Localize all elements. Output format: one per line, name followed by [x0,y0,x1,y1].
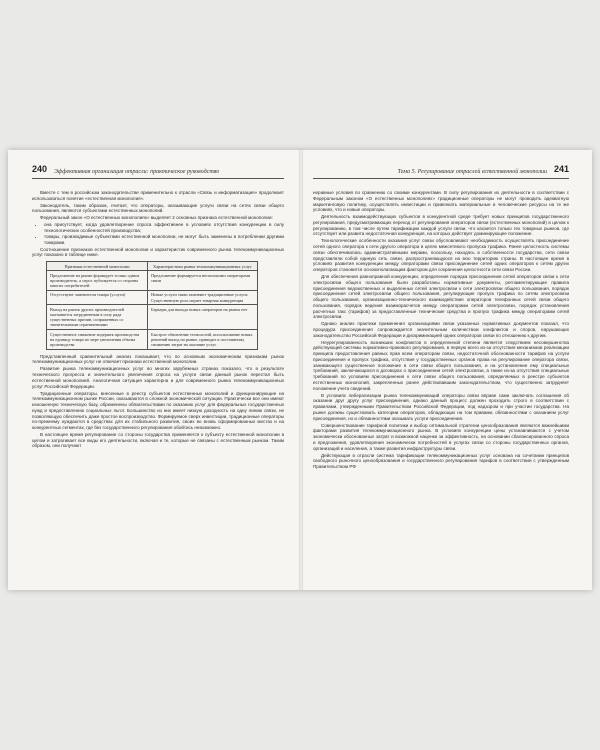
paragraph: Вместе с тем в российском законодательстве применительно к отрасли «Связь и информатизация» продолжает использоваться понятие «естественная монополия». [32,190,284,201]
left-running-header-text: Эффективная организация отрасли: практическое руководство [54,169,220,175]
book-spread [8,150,592,590]
table-cell: Предложение формируется несколькими операторами связи [148,271,258,291]
paragraph: Для обеспечения равноправной конкуренции, определения порядка присоединения сетей операторов связи к сети электросвязи общего пользования были разработаны нормативные документы, регламентирующие правила присоединения ведомственных и выделенных сетей электросвязи к сети электросвязи общего пользования, порядок присоединения сетей электросвязи общего пользования, регулирующие пропуск трафика по сетям электросвязи общего пользования, организационно-технического взаимодействия операторов телефонных сетей связи общего пользования, порядок ведения взаиморасчетов между операторами сетей электросвязи, порядок установления расчетных такс (тарифов) за предоставленные технические средства и пропуск трафика между операторами сетей электросвязи. [313,274,569,320]
table-header-row [47,262,258,271]
paragraph: В условиях либерализации рынка телекоммуникаций операторы связи вправе сами заключать соглашения об оказании друг другу услуг присоединения, однако данный процесс должен проходить строго в соответствии с правилами, утвержденными Правительством Российской Федерации, под надзором и при участии государства. На рынке должны существовать категории операторов, обладающих на том правами, обязанностями с оказанием услуг присоединения, но и обязанностями оказывать услуги присоединения. [313,392,569,421]
paragraph: Соотношение признаков естественной монополии и характеристик современного рынка телекоммуникационных услуг показано в таблице ниже. [32,246,284,258]
paragraph: Действующая в отрасли система тарификации телекоммуникационных услуг основана на сочетании принципов свободного рыночного ценообразования и государственного регулирования тарифов в соответствии с утвержденным Правительством РФ [313,452,569,469]
right-running-header-text: Тема 5. Регулирование отраслей естественной монополии [397,169,547,175]
paragraph: Технологические особенности оказания услуг связи обусловливают необходимость осуществлять присоединение сетей одного оператора к сети другого оператора в целях межсетевого пропуска трафика. Ранее целостность системы связи обеспечивалась административными мерами, поскольку, находясь в собственности государства, сети связи представляли собой единую сеть связи, распространяющуюся на всю территорию страны. В настоящее время в условиях развития конкуренции между операторами связи присоединение сетей одних операторов к сетям других операторов становится основополагающим фактором для сохранения целостности сети связи России. [313,238,569,273]
right-text-column [313,190,569,574]
paragraph: Совершенствование тарифной политики и выбор оптимальной стратегии ценообразования являются важнейшими факторами развития телекоммуникационного рынка. В условиях конкуренции цены устанавливаются с учетом экономически обоснованных затрат и возможной наценки за эффективность, на основании сбалансированного спроса и предложения, удовлетворения экономически потребностей в услугах связи со стороны государственных органов, организаций и населения, а также развития инфраструктуры связи. [313,422,569,451]
right-page [303,150,593,590]
left-page-number: 240 [32,164,48,174]
paragraph: Неурегулированность возникших конфликтов в определенной степени является следствием несовершенства действующей системы нормативно-правового регулирования, в первую всего из-за отсутствия механизмов реализации принципа предоставления равных прав всем операторам связи, недостаточной обоснованности тарифов на услуги присоединения и пропуск трафика, отсутствия у государственных органов права на регулирование оператора связи, занимающего существенное положение в сети связи общего пользования, и на установление ему специальных требований, заключающихся в договорах о присоединении сетей электросвязи, а также из-за отсутствия специальных требований по условиям присоединения к сети связи общего пользования, определяемых в реестре субъектов естественных монополий, закрепленных ранее действовавшим законодательством, что существенно затрудняет положение учета сведений. [313,339,569,391]
table-row [47,305,258,330]
paragraph: Деятельность взаимодействующих субъектов в конкурентной среде требует новых принципов государственного регулирования, предусматривающих переход от регулирования операторов связи (естественных монополий) в целом к регулированию, в том числе путем тарификации каждой услуги связи, что касается только тех товарных рынков, где отсутствует или развита недостаточная конкуренция, на которых действует доминирующее положение. [313,214,569,237]
paragraph: неравные условия по сравнению со своими конкурентами. В силу регулирования их деятельности в соответствии с Федеральным законом «О естественных монополиях» традиционные операторы не могут проводить адекватную маркетинговую политику, осуществлять инвестиции и привлекать материальные и человеческие ресурсы на те же условиях, что и новые операторы. [313,190,569,213]
right-page-number: 241 [553,164,569,174]
bullet-item: • она присутствует, когда удовлетворение спроса эффективнее в условиях отсутствия конкуренции в силу технологических особенностей производства; [44,222,284,234]
table-cell: Отсутствуют заменители товара (услуги) [47,290,148,304]
left-page [8,150,298,590]
paragraph: Представленный сравнительный анализ показывает, что по основным экономическим признакам рынок телекоммуникационных услуг не отвечает признаки естественной монополии. [32,353,284,365]
table-cell: Предложение на рынке формирует только одним производитель, а спрос публикуется со стороны многих потребителей [47,271,148,291]
left-text-column [32,190,284,574]
table-cell: Выход на рынок других производителей оказывается затрудненным в силу ряда существенных причин, сопряженных со значительными ограничениями [47,305,148,330]
paragraph: Законодатель, таким образом, считает, что операторы, оказывающие услуги связи на сетях связи общего пользования, являются субъектами естественных монополий. [32,202,284,214]
bullet-list [32,222,284,245]
table-header-cell: Характеристики рынка телекоммуникационных услуг [148,262,258,271]
right-running-header [313,166,569,179]
paragraph: Традиционные операторы, внесенные в реестр субъектов естественных монополий и функционирующие на телекоммуникационном рынке России, оказываются в сложной экономической ситуации. Практически все они имеют изношенную техническую базу, обременены обязательствами по оказанию услуг для федеральных государственных нужд и предоставлению социальных льгот. Большинство из них имеет низкую доходность на одну линию связи, не позволяющую обеспечить даже простое воспроизводство. Формируемое сверх инвестиции, традиционные операторы по-прежнему нуждаются в средствах для их стабильного развития, своих во вновь сформированных местах и на конкурентных сегментах, где без государственного регулирования обойтись невозможно. [32,390,284,431]
paragraph: Развитие рынка телекоммуникационных услуг во многих зарубежных странах показало, что в результате технического прогресса и значительного увеличения спроса на услуги связи данный рынок перестал быть естественной монополией. Аналогичная ситуация характерна и для современного рынка телекоммуникационных услуг Российской Федерации. [32,366,284,389]
paragraph: Однако анализ практики применения организациями связи указанных нормативных документов показал, что процедура присоединения сопровождается значительным количеством конфликтов и споров, нарушающих законодательство Российской Федерации и дискриминацией одних операторов связи по отношению к другим. [313,321,569,338]
table-cell: Существенное снижение издержек производства на единицу товара по мере увеличения объема производства [47,330,148,350]
comparison-table [46,261,258,350]
table-cell: Новые услуги связи заменяют традиционные услуги. Существенную роль играет товарная конкуренция [148,290,258,304]
left-running-header [32,166,284,179]
table-row [47,290,258,304]
bullet-item: • товары, производимые субъектами естественной монополии, не могут быть заменены в потреблении другими товарами. [44,234,284,246]
table-row [47,271,258,291]
paragraph: Федеральный закон «О естественных монополиях» выделяет 2 основных признака естественной монополии: [40,215,273,221]
paragraph: В настоящее время регулирование со стороны государства применяется к субъекту естественной монополии в целом и затрагивает все виды его деятельности, включая и те, которые не связаны с естественным рынком. Таким образом, они получают [32,431,284,449]
table-cell: Барьеры для выхода новых операторов на рынок нет [148,305,258,330]
table-cell: Быстрое обновление технологий, использование новых решений выход на рынке, приводит к постоянному снижению затрат на оказание услуг [148,330,258,350]
table-row [47,330,258,350]
table-header-cell: Признаки естественной монополии [47,262,148,271]
